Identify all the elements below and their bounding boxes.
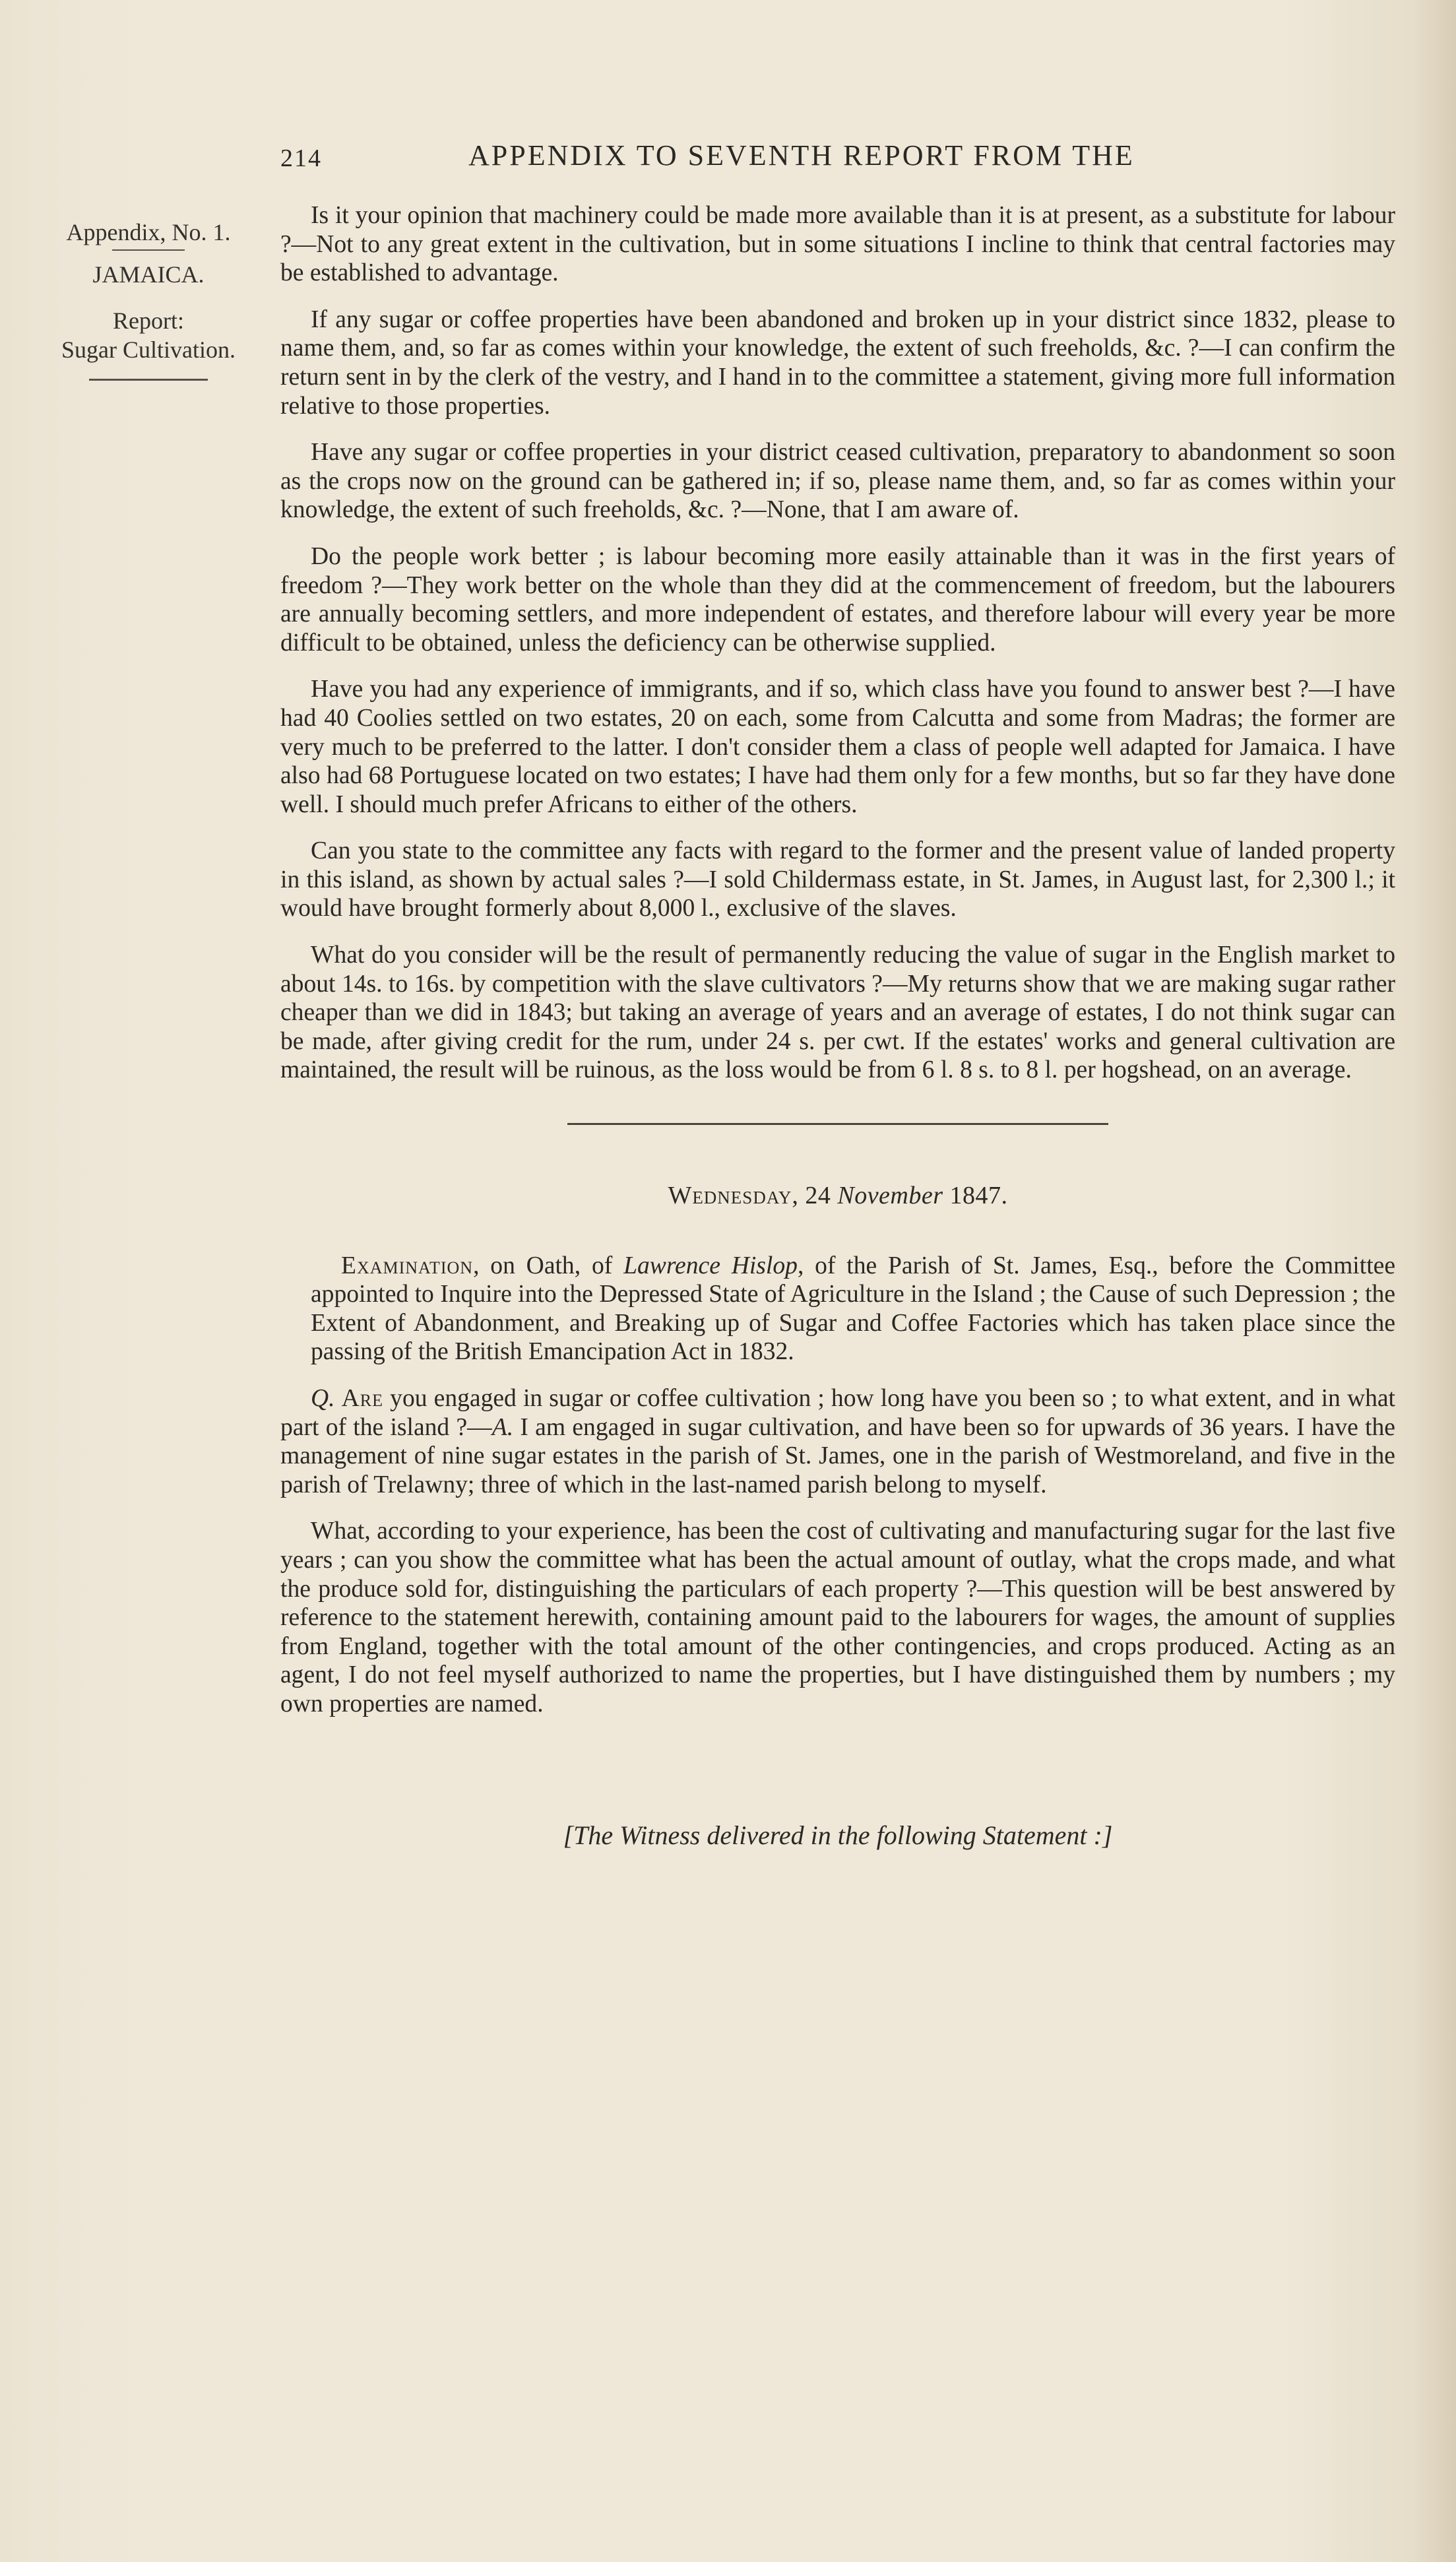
section-divider bbox=[567, 1123, 1108, 1125]
question-first-word: Are bbox=[341, 1385, 384, 1412]
witness-name: Lawrence Hislop bbox=[623, 1252, 798, 1279]
examination-heading bbox=[280, 1252, 1395, 1366]
date-year: 1847. bbox=[943, 1182, 1008, 1210]
paragraph: What do you consider will be the result of permanently reducing the value of sugar in the English market to about 14s. to 16s. by competition with the slave cultivators ?—My returns show that we are making sugar rather cheaper than we did in 1843; but taking an average of years and an average of estates, I do not think sugar can be made, after giving credit for the rum, under 24 s. per cwt. If the estates' works and general cultivation are maintained, the result will be ruinous, as the loss would be from 6 l. 8 s. to 8 l. per hogshead, on an average. bbox=[280, 942, 1395, 1084]
examination-text: , of the Parish of St. James, Esq., before the Committee appointed to Inquire into the Depressed State of Agriculture in the Island ; the Cause of such Depression ; the Extent of Abandonment, and Breaking up of Sugar and Coffee Factories which has taken place since the passing of the British Emancipation Act in 1832. bbox=[311, 1252, 1395, 1366]
margin-report-label: Report: bbox=[113, 307, 184, 334]
margin-rule bbox=[112, 249, 185, 251]
witness-note: [The Witness delivered in the following Statement :] bbox=[563, 1820, 1113, 1850]
paragraph: Can you state to the committee any facts with regard to the former and the present value of landed property in this island, as shown by actual sales ?—I sold Childermass estate, in St. James, in August last, for 2,300 l.; it would have brought formerly about 8,000 l., exclusive of the slaves. bbox=[280, 837, 1395, 922]
date-month: November bbox=[837, 1182, 943, 1210]
page-number: 214 bbox=[280, 144, 322, 172]
answer-text: I am engaged in sugar cultivation, and have been so for upwards of 36 years. I have the management of nine sugar estates in the parish of St. James, one in the parish of Westmoreland, and five in the parish of Trelawny; three of which in the last-named parish belong to myself. bbox=[280, 1413, 1395, 1498]
margin-place: JAMAICA. bbox=[92, 261, 205, 288]
paragraph: Is it your opinion that machinery could be made more available than it is at present, as a substitute for labour ?—Not to any great extent in the cultivation, but in some situations I incline to think that central factories may be established to advantage. bbox=[280, 202, 1395, 287]
margin-notes bbox=[26, 218, 270, 381]
question-marker: Q. bbox=[311, 1385, 335, 1412]
question-answer bbox=[280, 1384, 1395, 1499]
page-header bbox=[280, 139, 1237, 178]
answer-marker: A. bbox=[491, 1413, 514, 1441]
examination-label: Examination bbox=[341, 1252, 474, 1279]
date-weekday: Wednesday bbox=[668, 1182, 792, 1210]
date-day: , 24 bbox=[792, 1182, 838, 1210]
paragraph: If any sugar or coffee properties have been abandoned and broken up in your district since 1832, please to name them, and, so far as comes within your knowledge, the extent of such freeholds, &c. ?—I can confirm the return sent in by the clerk of the vestry, and I hand in to the committee a statement, giving more full information relative to those properties. bbox=[280, 305, 1395, 420]
margin-appendix: Appendix, No. 1. bbox=[66, 219, 231, 245]
paragraph: Do the people work better ; is labour becoming more easily attainable than it was in the first years of freedom ?—They work better on the whole than they did at the commencement of freedom, but the labourers are annually becoming settlers, and more independent of estates, and therefore labour will every year be more difficult to be obtained, unless the deficiency can be otherwise supplied. bbox=[280, 542, 1395, 657]
margin-report-subject: Sugar Cultivation. bbox=[61, 336, 236, 363]
question-answer: What, according to your experience, has been the cost of cultivating and manufacturing sugar for the last five years ; can you show the committee what has been the actual amount of outlay, what the crops made, and what the produce sold for, distinguishing the particulars of each property ?—This question will be best answered by reference to the statement herewith, containing amount paid to the labourers for wages, the amount of supplies from England, together with the total amount of the other contingencies, and crops produced. Acting as an agent, I do not feel myself authorized to name the properties, but I have distinguished them by numbers ; my own properties are named. bbox=[280, 1518, 1395, 1717]
running-title: APPENDIX TO SEVENTH REPORT FROM THE bbox=[468, 139, 1135, 172]
margin-rule bbox=[89, 379, 208, 381]
paragraph: Have any sugar or coffee properties in your district ceased cultivation, preparatory to abandonment so soon as the crops now on the ground can be gathered in; if so, please name them, and, so far as comes within your knowledge, the extent of such freeholds, &c. ?—None, that I am aware of. bbox=[280, 439, 1395, 524]
examination-text: , on Oath, of bbox=[473, 1252, 624, 1279]
body-text bbox=[280, 201, 1395, 1849]
question-text: you engaged in sugar or coffee cultivation ; how long have you been so ; to what extent, and in what part of the island ?— bbox=[280, 1385, 1395, 1441]
paragraph: Have you had any experience of immigrants, and if so, which class have you found to answer best ?—I have had 40 Coolies settled on two estates, 20 on each, some from Calcutta and some from Madras; the former are very much to be preferred to the latter. I don't consider them a class of people well adapted for Jamaica. I have also had 68 Portuguese located on two estates; I have had them only for a few months, but so far they have done well. I should much prefer Africans to either of the others. bbox=[280, 676, 1395, 818]
session-date bbox=[280, 1182, 1395, 1211]
